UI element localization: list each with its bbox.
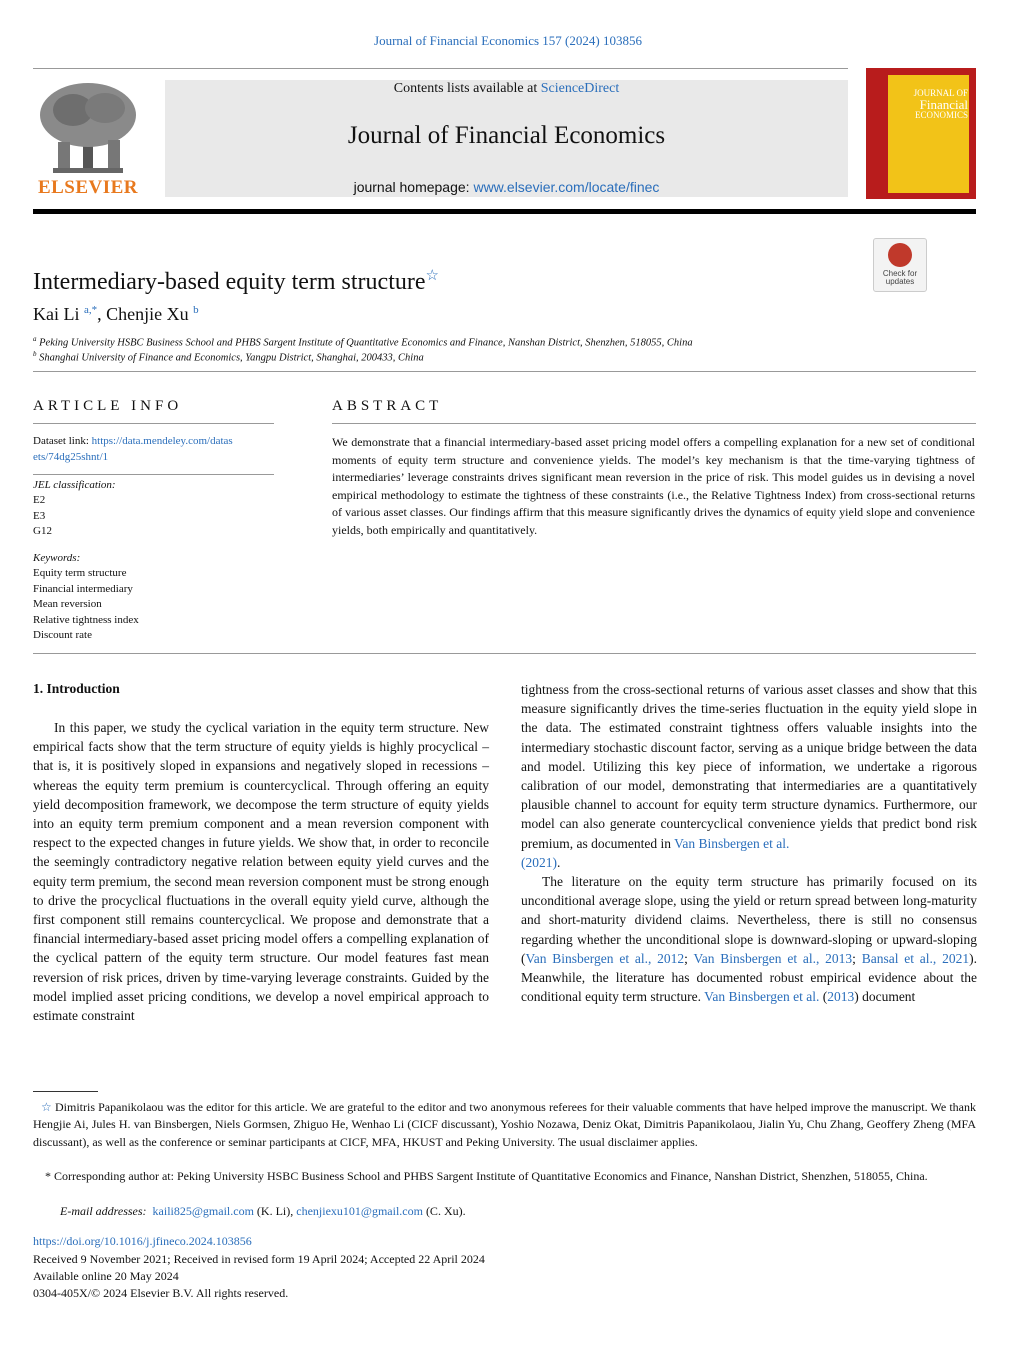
citation-link[interactable]: Van Binsbergen et al., 2012 bbox=[525, 950, 685, 966]
author-2-marks[interactable]: b bbox=[193, 304, 199, 316]
dataset-url-part1[interactable]: https://data.mendeley.com/datas bbox=[91, 435, 233, 447]
header-thick-rule bbox=[33, 209, 976, 214]
copyright: 0304-405X/© 2024 Elsevier B.V. All rights reserved. bbox=[33, 1286, 289, 1300]
sciencedirect-link[interactable]: ScienceDirect bbox=[540, 81, 620, 96]
footnote-rule bbox=[33, 1091, 98, 1092]
journal-cover-thumbnail[interactable] bbox=[866, 68, 976, 199]
dataset-url-part2[interactable]: ets/74dg25shnt/1 bbox=[33, 451, 109, 463]
citation-year-link[interactable]: 2013 bbox=[827, 989, 855, 1005]
email-link[interactable]: chenjiexu101@gmail.com bbox=[296, 1204, 423, 1218]
doi-link[interactable]: https://doi.org/10.1016/j.jfineco.2024.103856 bbox=[33, 1234, 252, 1248]
citation-year-link[interactable]: (2021) bbox=[521, 854, 557, 870]
keyword: Equity term structure bbox=[33, 567, 127, 579]
affiliation-a: $^a$ Peking University HSBC Business School and PHBS Sargent Institute of Quantitative Economics and Finance, Nanshan District, Shenzhen, 518055, China bbox=[33, 335, 693, 349]
abstract-heading: ABSTRACT bbox=[332, 398, 443, 414]
author-1-marks[interactable]: a,* bbox=[84, 304, 98, 316]
affiliation-divider bbox=[33, 371, 976, 372]
article-info-heading: ARTICLE INFO bbox=[33, 398, 183, 414]
title-footnote-mark[interactable]: ☆ bbox=[425, 268, 439, 284]
corresponding-author-footnote: * Corresponding author at: Peking University HSBC Business School and PHBS Sargent Institute of Quantitative Economics and Finance, Nanshan District, Shenzhen, 518055, China. bbox=[45, 1169, 928, 1183]
elsevier-wordmark: ELSEVIER bbox=[37, 177, 139, 198]
intro-paragraph-continued: tightness from the cross-sectional returns of various asset classes and show that this measure significantly drives the time-series fluctuation in the equity yield slope in the data. The estimated constraint tightness offers valuable insights into the intermediary stochastic discount factor, serving as a unique bridge between the data and model. Utilizing this key piece of information, we undertake a rigorous calibration of our model, demonstrating that intermediaries are a quantitatively plausible channel to account for equity term structure dynamics. Furthermore, our model can also generate countercyclical convenience yields that predict bond risk premium, as documented in Van Binsbergen et al. (2021). bbox=[521, 682, 977, 870]
jel-code: E2 bbox=[33, 494, 46, 506]
jel-code: E3 bbox=[33, 510, 46, 522]
citation-link[interactable]: Bansal et al., 2021 bbox=[861, 950, 970, 966]
citation-link[interactable]: Van Binsbergen et al. bbox=[704, 989, 820, 1005]
abstract-text: We demonstrate that a financial intermediary-based asset pricing model offers a compelling explanation for a new set of conditional moments of equity term structure and convenience yields. The model’s key mechanism is that the time-varying tightness of intermediaries’ leverage constraints drives significant mean reversion in the price of risk. This model guides us in devising a novel empirical methodology to estimate the tightness of these constraints (i.e., the Relative Tightness Index) from cross-sectional returns of various asset classes. Our findings affirm that this measure significantly drives the dynamics of equity yield slope and convenience yields, both empirically and quantitatively. bbox=[332, 435, 975, 537]
citation-link[interactable]: Van Binsbergen et al. bbox=[674, 835, 790, 851]
article-title: Intermediary-based equity term structure☆ bbox=[33, 268, 439, 295]
intro-right-column bbox=[521, 680, 977, 1006]
author-list: Kai Li $^{a,*}$, Chenjie Xu $^b$ bbox=[33, 304, 199, 324]
jel-label: JEL classification: bbox=[33, 479, 116, 491]
contents-line: Contents lists available at ScienceDirect bbox=[393, 81, 620, 96]
journal-name: Journal of Financial Economics bbox=[347, 122, 666, 149]
intro-paragraph: The literature on the equity term structure has primarily focused on its unconditional average slope, using the yield or return spread between long-maturity and short-maturity dividend claims. Nevertheless, there is still no consensus regarding whether the unconditional slope is downward-sloping or upward-sloping (Van Binsbergen et al., 2012; Van Binsbergen et al., 2013; Bansal et al., 2021). Meanwhile, the literature has documented robust empirical evidence about the conditional equity term structure. Van Binsbergen et al. (2013) document bbox=[521, 874, 977, 1005]
info-divider-2 bbox=[33, 474, 274, 475]
cover-line-2: Financial bbox=[919, 97, 968, 112]
info-divider-1 bbox=[33, 423, 274, 424]
cover-line-3: ECONOMICS bbox=[914, 110, 968, 120]
received-dates: Received 9 November 2021; Received in revised form 19 April 2024; Accepted 22 April 2024 bbox=[33, 1252, 485, 1266]
front-matter-divider bbox=[33, 653, 976, 654]
affiliation-b: $^b$ Shanghai University of Finance and Economics, Yangpu District, Shanghai, 200433, China bbox=[33, 350, 424, 364]
acknowledgement-footnote: ☆ Dimitris Papanikolaou was the editor for this article. We are grateful to the editor and two anonymous referees for their valuable comments that have helped improve the manuscript. We thank Hengjie Ai, Jules H. van Binsbergen, Niels Gormsen, Zhiguo He, Wenhao Li (CICF discussant), Yoshio Nozawa, Deniz Okat, Dimitris Papanikolaou, Jialin Yu, Chu Zhang, Geoffery Zheng (MFA discussant), as well as the conference or seminar participants at CICF, MFA, HKUST and Peking University. The usual disclaimer applies. bbox=[33, 1100, 977, 1149]
keywords-label: Keywords: bbox=[33, 552, 81, 564]
abstract-divider bbox=[332, 423, 976, 424]
check-for-updates-label: Check for updates bbox=[882, 269, 918, 286]
keyword: Relative tightness index bbox=[33, 614, 139, 626]
intro-left-column bbox=[33, 718, 489, 1025]
homepage-link[interactable]: www.elsevier.com/locate/finec bbox=[473, 179, 660, 195]
author-2[interactable]: Chenjie Xu bbox=[106, 304, 189, 324]
introduction-heading: 1. Introduction bbox=[33, 681, 120, 696]
available-online: Available online 20 May 2024 bbox=[33, 1269, 179, 1283]
check-for-updates-button[interactable] bbox=[873, 238, 927, 292]
intro-paragraph: In this paper, we study the cyclical variation in the equity term structure. New empirical facts show that the term structure of equity yields is highly procyclical – that is, it is positively sloped in expansions and negatively sloped in recessions – whereas the equity term premium is countercyclical. Through offering an equity yield decomposition framework, we decompose the term structure of equity yields into an equity term premium component and a mean reversion component with respect to the expected changes in future yields. We show that, in order to reconcile the seemingly contradictory negative relation between equity yield curves and the equity term premium, the second mean reversion component must be strong enough to drive the procyclical fluctuations in the overall equity yield curve, although the first component still remains countercyclical. We propose and demonstrate that a financial intermediary-based asset pricing model offers a compelling explanation of the cyclical pattern of the equity term structure. Our model features fast mean reversion of risk prices, driven by time-varying leverage constraints. Guided by the model implied asset pricing conditions, we develop a novel empirical approach to estimate constraint bbox=[33, 720, 489, 1024]
jel-code: G12 bbox=[33, 525, 52, 537]
citation-link[interactable]: Van Binsbergen et al., 2013 bbox=[693, 950, 853, 966]
homepage-line: journal homepage: www.elsevier.com/locate/finec bbox=[353, 179, 660, 195]
email-link[interactable]: kaili825@gmail.com bbox=[152, 1204, 254, 1218]
keyword: Financial intermediary bbox=[33, 583, 133, 595]
keyword: Mean reversion bbox=[33, 598, 102, 610]
cover-line-1: JOURNAL OF bbox=[913, 88, 968, 98]
email-footnote: E-mail addresses: kaili825@gmail.com (K. Li), chenjiexu101@gmail.com (C. Xu). bbox=[60, 1204, 466, 1218]
header-divider bbox=[33, 68, 848, 69]
dataset-link: Dataset link: https://data.mendeley.com/datas bbox=[33, 435, 233, 447]
keyword: Discount rate bbox=[33, 629, 92, 641]
journal-reference-link[interactable]: Journal of Financial Economics 157 (2024) 103856 bbox=[374, 33, 642, 48]
author-1[interactable]: Kai Li bbox=[33, 304, 80, 324]
bookmark-icon bbox=[888, 243, 912, 267]
